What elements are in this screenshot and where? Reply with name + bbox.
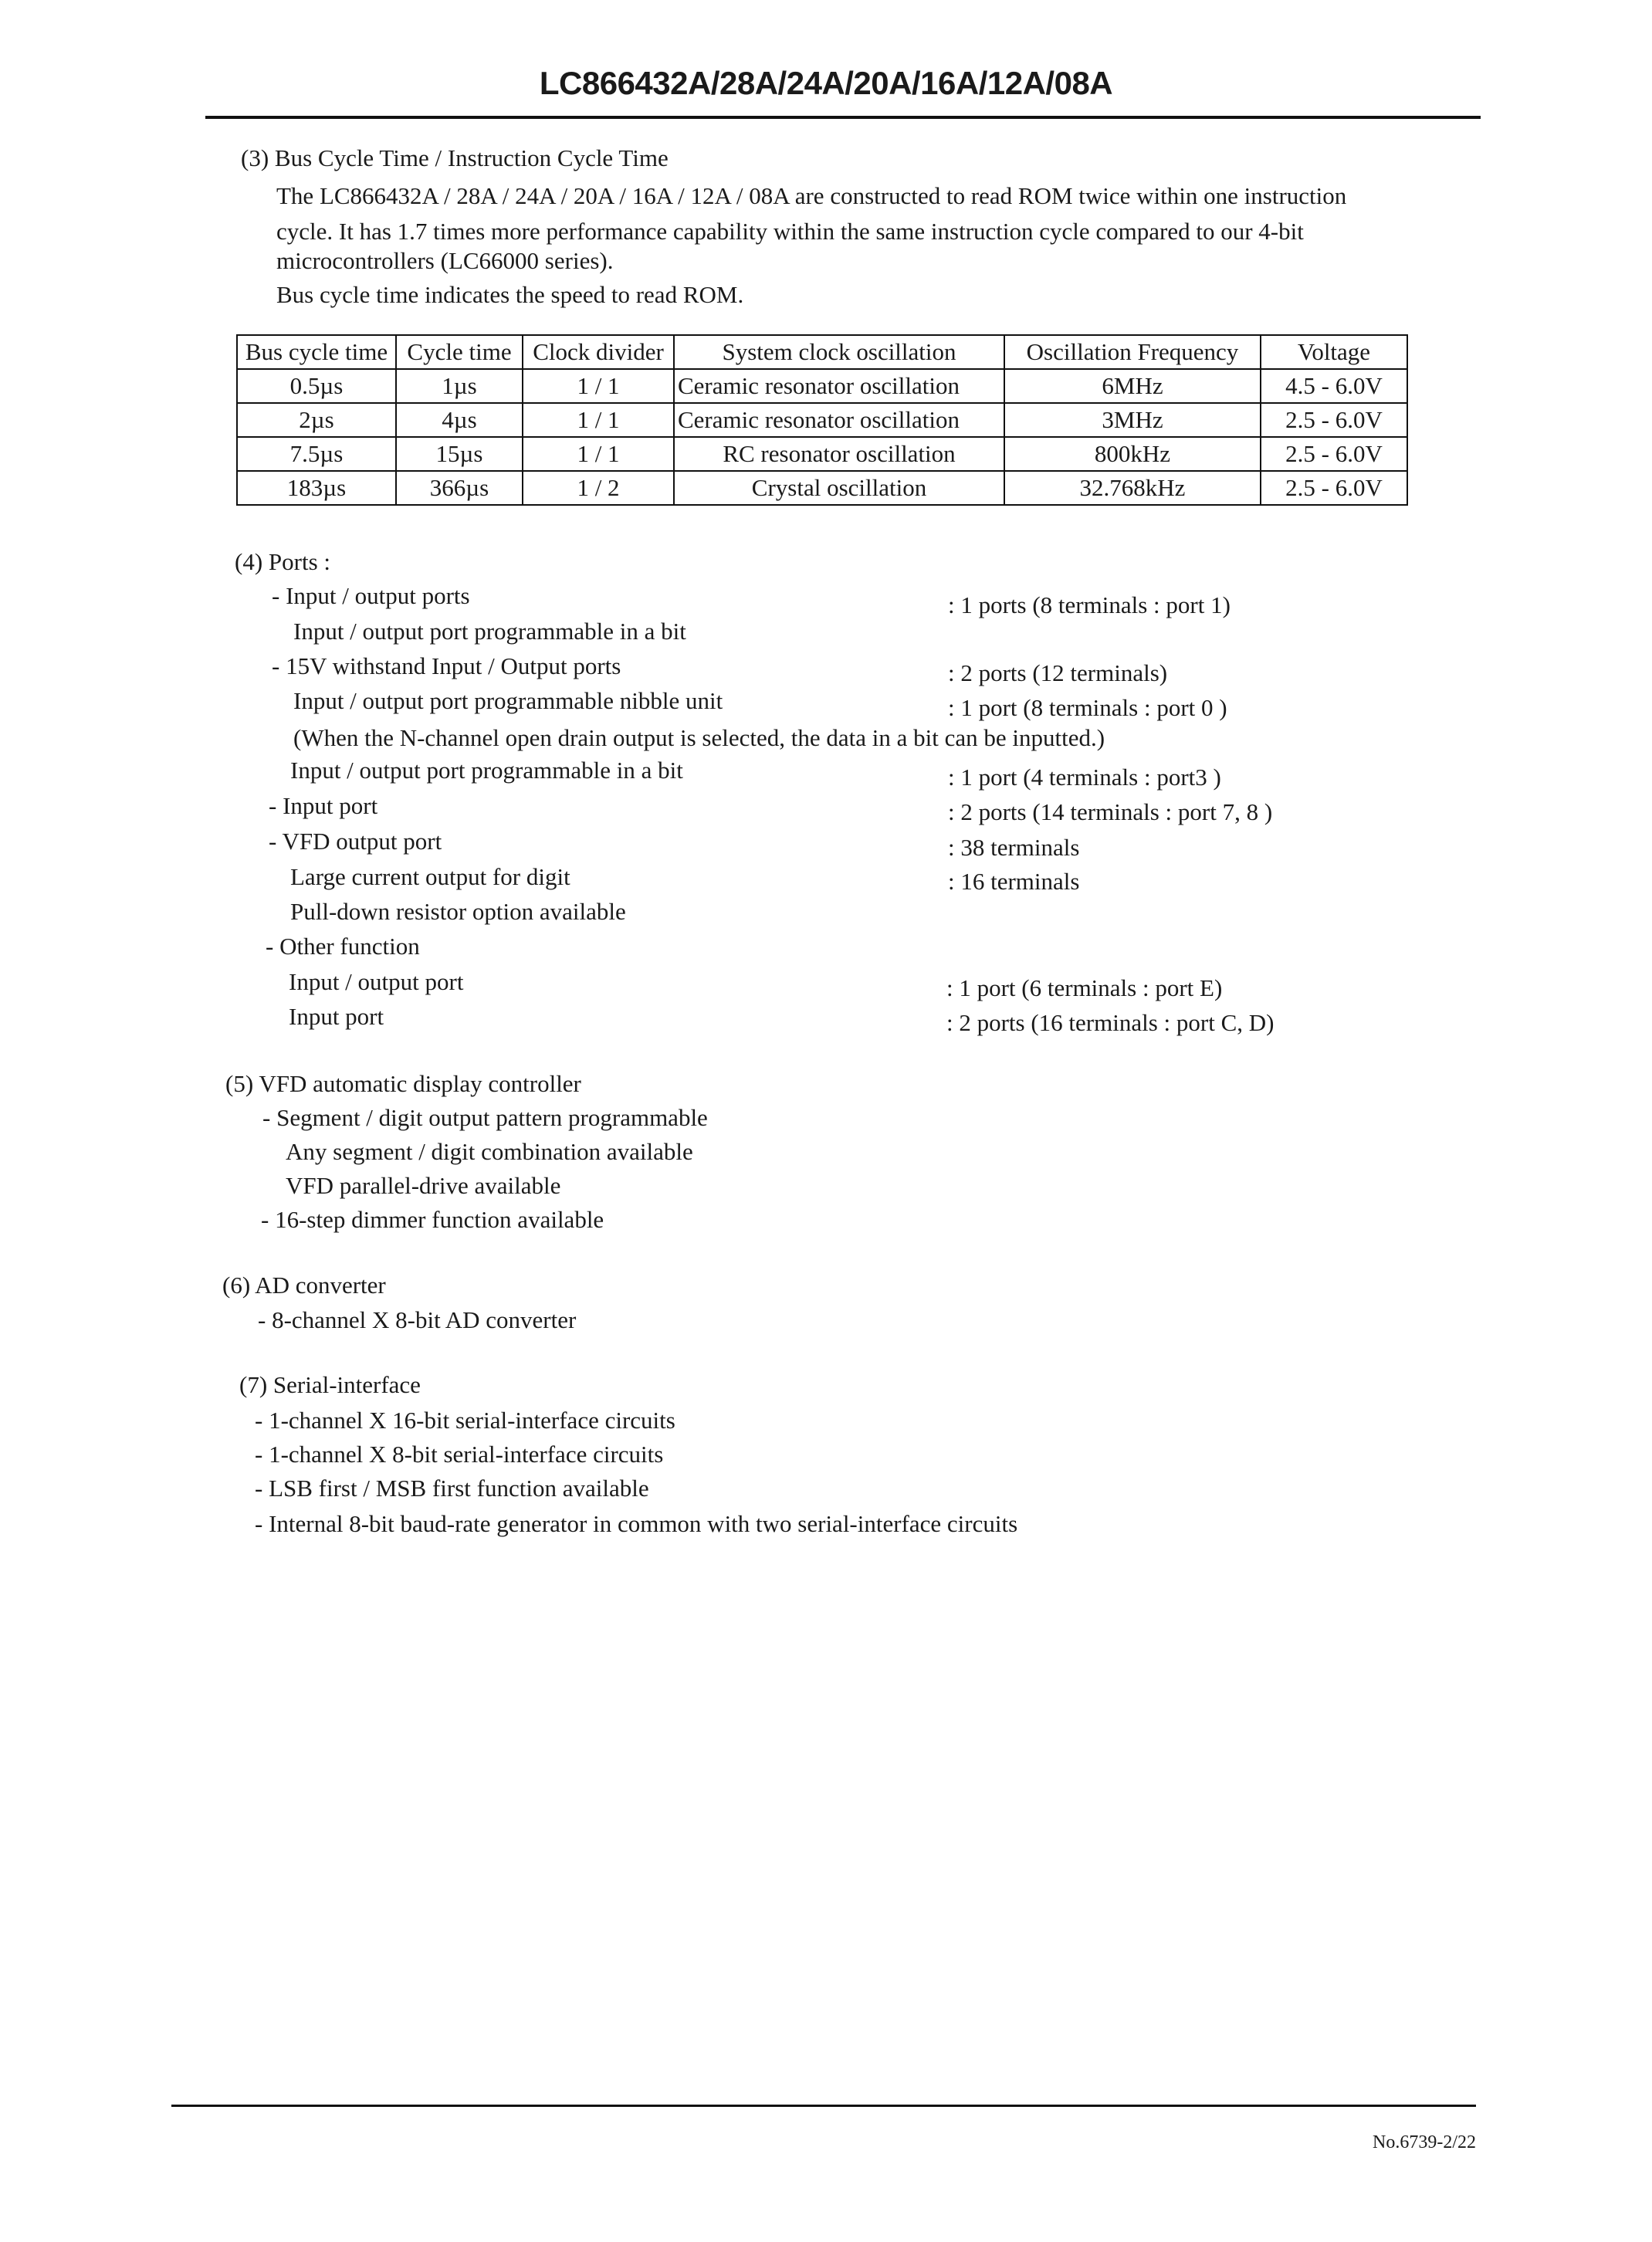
page-number: No.6739-2/22 xyxy=(1373,2132,1476,2152)
ad-converter-line: - 8-channel X 8-bit AD converter xyxy=(258,1306,577,1333)
header-oscillation-frequency: Oscillation Frequency xyxy=(1004,335,1261,369)
vfd-feature-line: - Segment / digit output pattern programmable xyxy=(262,1104,708,1131)
section-3-paragraph-line-4: Bus cycle time indicates the speed to read ROM. xyxy=(276,281,744,308)
serial-feature-line: - 1-channel X 8-bit serial-interface circuits xyxy=(255,1441,664,1468)
ports-line-label: - Input port xyxy=(269,792,378,819)
ports-line-value: : 1 port (8 terminals : port 0 ) xyxy=(948,694,1227,721)
table-cell: 7.5µs xyxy=(237,437,396,471)
ports-line-label: Input / output port programmable in a bit xyxy=(290,757,683,784)
table-cell: 366µs xyxy=(396,471,523,505)
ports-line-value: : 2 ports (12 terminals) xyxy=(948,659,1168,686)
table-cell: 1 / 1 xyxy=(523,437,674,471)
table-cell: 4µs xyxy=(396,403,523,437)
section-3-paragraph-line-3: microcontrollers (LC66000 series). xyxy=(276,247,614,274)
ports-line-label: - VFD output port xyxy=(269,828,442,855)
table-cell: 32.768kHz xyxy=(1004,471,1261,505)
header-system-clock-oscillation: System clock oscillation xyxy=(674,335,1004,369)
ports-line-value: : 2 ports (14 terminals : port 7, 8 ) xyxy=(948,798,1273,825)
header-clock-divider: Clock divider xyxy=(523,335,674,369)
vfd-feature-line: Any segment / digit combination available xyxy=(286,1138,693,1165)
serial-feature-line: - Internal 8-bit baud-rate generator in common with two serial-interface circuits xyxy=(255,1510,1018,1537)
table-cell: Ceramic resonator oscillation xyxy=(674,403,1004,437)
header-rule xyxy=(205,116,1481,119)
table-cell: 2.5 - 6.0V xyxy=(1261,471,1407,505)
table-cell: 6MHz xyxy=(1004,369,1261,403)
table-cell: 4.5 - 6.0V xyxy=(1261,369,1407,403)
footer-rule xyxy=(171,2105,1476,2107)
ports-line-value: : 1 ports (8 terminals : port 1) xyxy=(948,591,1231,618)
ports-line-label: (When the N-channel open drain output is selected, the data in a bit can be inputted.) xyxy=(293,724,1105,751)
ports-line-value: : 1 port (6 terminals : port E) xyxy=(946,974,1223,1001)
table-cell: 800kHz xyxy=(1004,437,1261,471)
section-6-heading: (6) AD converter xyxy=(222,1272,386,1299)
table-cell: 1 / 2 xyxy=(523,471,674,505)
table-cell: 1 / 1 xyxy=(523,403,674,437)
table-cell: Crystal oscillation xyxy=(674,471,1004,505)
table-cell: 15µs xyxy=(396,437,523,471)
section-3-heading: (3) Bus Cycle Time / Instruction Cycle Time xyxy=(241,144,669,171)
ports-line-value: : 16 terminals xyxy=(948,868,1080,895)
serial-feature-line: - 1-channel X 16-bit serial-interface circuits xyxy=(255,1407,675,1434)
ports-line-label: - Other function xyxy=(266,933,420,960)
serial-feature-line: - LSB first / MSB first function available xyxy=(255,1475,649,1502)
table-cell: 2.5 - 6.0V xyxy=(1261,437,1407,471)
ports-line-value: : 38 terminals xyxy=(948,834,1080,861)
section-5-heading: (5) VFD automatic display controller xyxy=(225,1070,581,1097)
page-header-title: LC866432A/28A/24A/20A/16A/12A/08A xyxy=(539,65,1113,101)
table-cell: 3MHz xyxy=(1004,403,1261,437)
table-cell: RC resonator oscillation xyxy=(674,437,1004,471)
table-row xyxy=(237,471,1407,505)
section-7-heading: (7) Serial-interface xyxy=(239,1371,421,1398)
ports-line-value: : 1 port (4 terminals : port3 ) xyxy=(948,764,1221,791)
ports-line-label: Input / output port programmable in a bit xyxy=(293,618,686,645)
vfd-feature-line: - 16-step dimmer function available xyxy=(261,1206,604,1233)
table-cell: 1 / 1 xyxy=(523,369,674,403)
section-3-paragraph-line-1: The LC866432A / 28A / 24A / 20A / 16A / 12A / 08A are constructed to read ROM twice within one instruction xyxy=(276,182,1347,209)
ports-line-label: - 15V withstand Input / Output ports xyxy=(272,652,621,679)
table-cell: 2.5 - 6.0V xyxy=(1261,403,1407,437)
header-bus-cycle-time: Bus cycle time xyxy=(237,335,396,369)
header-voltage: Voltage xyxy=(1261,335,1407,369)
table-row xyxy=(237,369,1407,403)
vfd-feature-line: VFD parallel-drive available xyxy=(286,1172,561,1199)
ports-line-label: Input port xyxy=(289,1003,384,1030)
section-3-paragraph-line-2: cycle. It has 1.7 times more performance capability within the same instruction cycle compared to our 4-bit xyxy=(276,218,1304,245)
table-header-row xyxy=(237,335,1407,369)
bus-cycle-table xyxy=(236,334,1408,506)
ports-line-label: Input / output port programmable nibble unit xyxy=(293,687,723,714)
ports-line-label: Large current output for digit xyxy=(290,863,570,890)
table-row xyxy=(237,437,1407,471)
table-cell: 0.5µs xyxy=(237,369,396,403)
section-4-heading: (4) Ports : xyxy=(235,548,330,575)
table-cell: 2µs xyxy=(237,403,396,437)
ports-line-label: Input / output port xyxy=(289,968,464,995)
ports-line-value: : 2 ports (16 terminals : port C, D) xyxy=(946,1009,1275,1036)
header-cycle-time: Cycle time xyxy=(396,335,523,369)
ports-line-label: Pull-down resistor option available xyxy=(290,898,626,925)
table-row xyxy=(237,403,1407,437)
ports-line-label: - Input / output ports xyxy=(272,582,470,609)
table-cell: 1µs xyxy=(396,369,523,403)
table-cell: 183µs xyxy=(237,471,396,505)
table-cell: Ceramic resonator oscillation xyxy=(674,369,1004,403)
